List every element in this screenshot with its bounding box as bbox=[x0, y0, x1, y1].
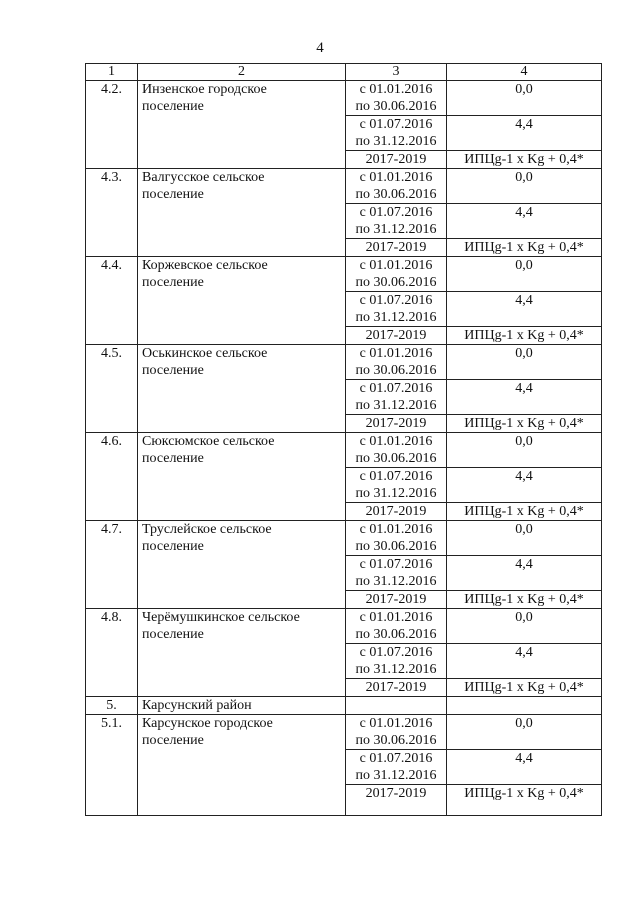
table-row bbox=[86, 433, 602, 468]
row-number: 4.7. bbox=[86, 521, 138, 609]
period-end: по 30.06.2016 bbox=[355, 451, 437, 466]
row-number: 4.5. bbox=[86, 345, 138, 433]
period-end: по 31.12.2016 bbox=[355, 134, 437, 149]
period-cell bbox=[346, 345, 447, 380]
period-start: с 01.01.2016 bbox=[359, 346, 433, 361]
settlement-name bbox=[138, 433, 346, 521]
period-cell: 2017-2019 bbox=[346, 239, 447, 257]
header-col-3: 3 bbox=[346, 64, 447, 81]
period-cell bbox=[346, 81, 447, 116]
table-header-row bbox=[86, 64, 602, 81]
formula-cell: ИПЦg-1 x Kg + 0,4* bbox=[447, 327, 602, 345]
period-start: с 01.07.2016 bbox=[359, 469, 433, 484]
row-number: 4.8. bbox=[86, 609, 138, 697]
settlement-name-line1: Черёмушкинское сельское bbox=[142, 610, 300, 625]
table-row bbox=[86, 521, 602, 556]
value-cell: 4,4 bbox=[447, 556, 602, 591]
formula-cell: ИПЦg-1 x Kg + 0,4* bbox=[447, 239, 602, 257]
period-cell bbox=[346, 380, 447, 415]
value-cell: 4,4 bbox=[447, 116, 602, 151]
period-cell bbox=[346, 169, 447, 204]
settlement-name bbox=[138, 609, 346, 697]
period-cell bbox=[346, 521, 447, 556]
period-start: с 01.07.2016 bbox=[359, 557, 433, 572]
settlement-name-line1: Оськинское сельское bbox=[142, 346, 268, 361]
period-cell bbox=[346, 644, 447, 679]
period-cell bbox=[346, 609, 447, 644]
table-row bbox=[86, 169, 602, 204]
row-number: 4.6. bbox=[86, 433, 138, 521]
table-row bbox=[86, 609, 602, 644]
row-number: 4.4. bbox=[86, 257, 138, 345]
period-start: с 01.07.2016 bbox=[359, 293, 433, 308]
period-cell bbox=[346, 204, 447, 239]
period-cell bbox=[346, 556, 447, 591]
value-cell: 0,0 bbox=[447, 715, 602, 750]
period-cell: 2017-2019 bbox=[346, 415, 447, 433]
period-end: по 30.06.2016 bbox=[355, 99, 437, 114]
period-end: по 31.12.2016 bbox=[355, 574, 437, 589]
period-end: по 30.06.2016 bbox=[355, 627, 437, 642]
settlement-name bbox=[138, 521, 346, 609]
settlement-name-line2: поселение bbox=[142, 539, 204, 554]
period-start: с 01.01.2016 bbox=[359, 170, 433, 185]
period-start: с 01.01.2016 bbox=[359, 522, 433, 537]
value-cell: 0,0 bbox=[447, 345, 602, 380]
value-cell: 0,0 bbox=[447, 169, 602, 204]
period-start: с 01.01.2016 bbox=[359, 610, 433, 625]
settlement-name bbox=[138, 257, 346, 345]
settlement-name-line2: поселение bbox=[142, 99, 204, 114]
settlement-name bbox=[138, 715, 346, 816]
empty-cell bbox=[346, 697, 447, 715]
settlement-name-line2: поселение bbox=[142, 627, 204, 642]
settlement-name bbox=[138, 169, 346, 257]
period-end: по 30.06.2016 bbox=[355, 363, 437, 378]
section-number: 5. bbox=[86, 697, 138, 715]
formula-cell: ИПЦg-1 x Kg + 0,4* bbox=[447, 591, 602, 609]
period-start: с 01.01.2016 bbox=[359, 716, 433, 731]
value-cell: 0,0 bbox=[447, 81, 602, 116]
period-start: с 01.01.2016 bbox=[359, 82, 433, 97]
period-end: по 30.06.2016 bbox=[355, 733, 437, 748]
period-end: по 31.12.2016 bbox=[355, 222, 437, 237]
section-row bbox=[86, 697, 602, 715]
formula-cell: ИПЦg-1 x Kg + 0,4* bbox=[447, 679, 602, 697]
settlement-name-line2: поселение bbox=[142, 451, 204, 466]
settlement-name bbox=[138, 345, 346, 433]
settlement-name bbox=[138, 81, 346, 169]
settlement-name-line2: поселение bbox=[142, 363, 204, 378]
settlement-name-line1: Труслейское сельское bbox=[142, 522, 272, 537]
settlement-name-line1: Карсунское городское bbox=[142, 716, 273, 731]
period-start: с 01.07.2016 bbox=[359, 381, 433, 396]
period-end: по 31.12.2016 bbox=[355, 310, 437, 325]
table-row bbox=[86, 81, 602, 116]
formula-cell: ИПЦg-1 x Kg + 0,4* bbox=[447, 785, 602, 816]
period-cell bbox=[346, 750, 447, 785]
table-row bbox=[86, 257, 602, 292]
value-cell: 0,0 bbox=[447, 609, 602, 644]
settlement-name-line1: Инзенское городское bbox=[142, 82, 267, 97]
table-row bbox=[86, 345, 602, 380]
value-cell: 0,0 bbox=[447, 257, 602, 292]
period-cell: 2017-2019 bbox=[346, 503, 447, 521]
settlement-name-line2: поселение bbox=[142, 187, 204, 202]
value-cell: 4,4 bbox=[447, 644, 602, 679]
period-start: с 01.07.2016 bbox=[359, 751, 433, 766]
settlement-name-line1: Коржевское сельское bbox=[142, 258, 268, 273]
period-start: с 01.01.2016 bbox=[359, 258, 433, 273]
row-number: 5.1. bbox=[86, 715, 138, 816]
value-cell: 0,0 bbox=[447, 433, 602, 468]
period-cell: 2017-2019 bbox=[346, 327, 447, 345]
period-cell bbox=[346, 257, 447, 292]
period-cell bbox=[346, 433, 447, 468]
value-cell: 4,4 bbox=[447, 292, 602, 327]
period-cell bbox=[346, 292, 447, 327]
section-name: Карсунский район bbox=[138, 697, 346, 715]
period-cell: 2017-2019 bbox=[346, 785, 447, 816]
value-cell: 4,4 bbox=[447, 750, 602, 785]
period-start: с 01.07.2016 bbox=[359, 205, 433, 220]
period-start: с 01.07.2016 bbox=[359, 117, 433, 132]
header-col-1: 1 bbox=[86, 64, 138, 81]
settlement-name-line2: поселение bbox=[142, 733, 204, 748]
settlement-name-line1: Сюксюмское сельское bbox=[142, 434, 275, 449]
settlement-name-line1: Валгусское сельское bbox=[142, 170, 265, 185]
header-col-2: 2 bbox=[138, 64, 346, 81]
period-end: по 30.06.2016 bbox=[355, 539, 437, 554]
value-cell: 4,4 bbox=[447, 468, 602, 503]
header-col-4: 4 bbox=[447, 64, 602, 81]
period-cell bbox=[346, 715, 447, 750]
tariff-table bbox=[85, 63, 602, 816]
formula-cell: ИПЦg-1 x Kg + 0,4* bbox=[447, 151, 602, 169]
period-end: по 30.06.2016 bbox=[355, 187, 437, 202]
formula-cell: ИПЦg-1 x Kg + 0,4* bbox=[447, 415, 602, 433]
period-end: по 31.12.2016 bbox=[355, 662, 437, 677]
period-cell bbox=[346, 116, 447, 151]
period-cell bbox=[346, 468, 447, 503]
period-cell: 2017-2019 bbox=[346, 151, 447, 169]
period-start: с 01.07.2016 bbox=[359, 645, 433, 660]
period-end: по 31.12.2016 bbox=[355, 398, 437, 413]
row-number: 4.3. bbox=[86, 169, 138, 257]
period-end: по 31.12.2016 bbox=[355, 768, 437, 783]
period-end: по 31.12.2016 bbox=[355, 486, 437, 501]
empty-cell bbox=[447, 697, 602, 715]
value-cell: 4,4 bbox=[447, 380, 602, 415]
period-cell: 2017-2019 bbox=[346, 679, 447, 697]
table-row bbox=[86, 715, 602, 750]
value-cell: 0,0 bbox=[447, 521, 602, 556]
formula-cell: ИПЦg-1 x Kg + 0,4* bbox=[447, 503, 602, 521]
period-start: с 01.01.2016 bbox=[359, 434, 433, 449]
value-cell: 4,4 bbox=[447, 204, 602, 239]
period-end: по 30.06.2016 bbox=[355, 275, 437, 290]
period-cell: 2017-2019 bbox=[346, 591, 447, 609]
settlement-name-line2: поселение bbox=[142, 275, 204, 290]
row-number: 4.2. bbox=[86, 81, 138, 169]
page-number: 4 bbox=[316, 40, 324, 56]
